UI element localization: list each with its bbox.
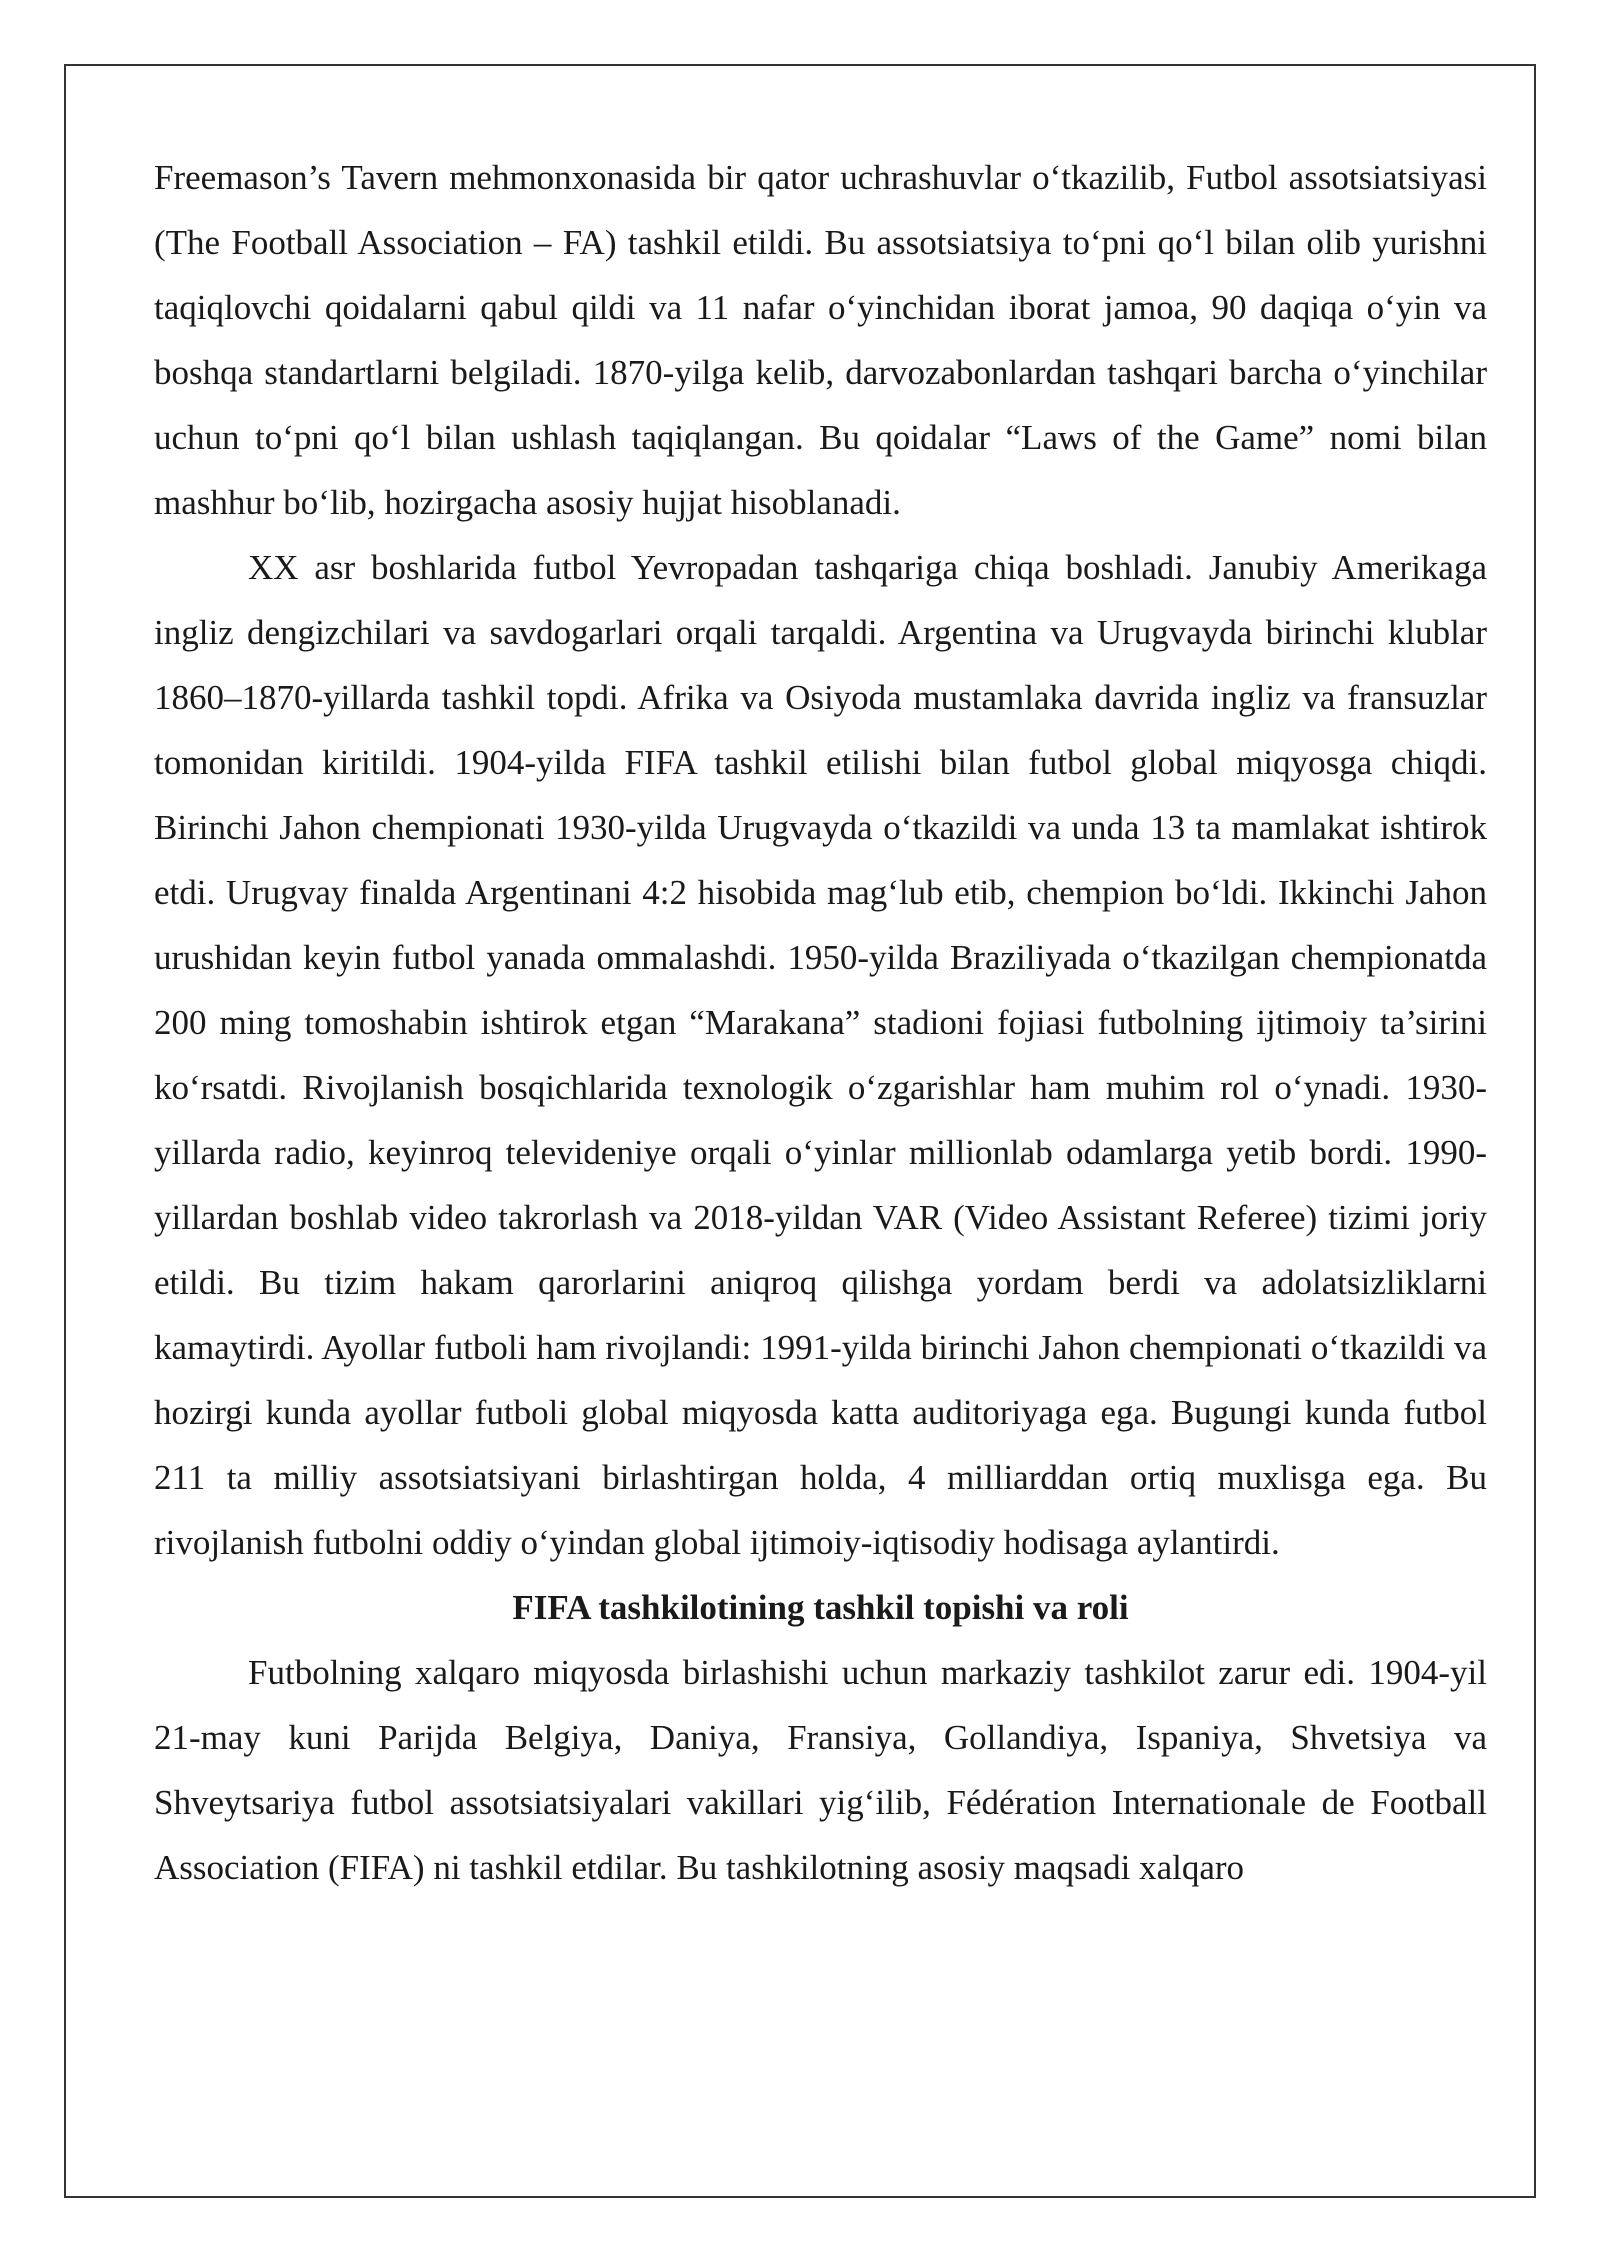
paragraph-fa-founding: Freemason’s Tavern mehmonxonasida bir qator uchrashuvlar oʻtkazilib, Futbol assotsiatsiyasi (The Football Association – FA) tashkil etildi. Bu assotsiatsiya toʻpni qoʻl bilan olib yurishni taqiqlovchi qoidalarni qabul qildi va 11 nafar oʻyinchidan iborat jamoa, 90 daqiqa oʻyin va boshqa standartlarni belgiladi. 1870-yilga kelib, darvozabonlardan tashqari barcha oʻyinchilar uchun toʻpni qoʻl bilan ushlash taqiqlangan. Bu qoidalar “Laws of the Game” nomi bilan mashhur boʻlib, hozirgacha asosiy hujjat hisoblanadi. xyxy=(154,158,1487,522)
document-body xyxy=(154,145,1487,1900)
paragraph-fifa-founding: Futbolning xalqaro miqyosda birlashishi uchun markaziy tashkilot zarur edi. 1904-yil 21-may kuni Parijda Belgiya, Daniya, Fransiya, Gollandiya, Ispaniya, Shvetsiya va Shveytsariya futbol assotsiatsiyalari vakillari yigʻilib, Fédération Internationale de Football Association (FIFA) ni tashkil etdilar. Bu tashkilotning asosiy maqsadi xalqaro xyxy=(154,1653,1487,1887)
section-heading: FIFA tashkilotining tashkil topishi va roli xyxy=(512,1588,1129,1627)
paragraph-global-spread: XX asr boshlarida futbol Yevropadan tashqariga chiqa boshladi. Janubiy Amerikaga ingliz dengizchilari va savdogarlari orqali tarqaldi. Argentina va Urugvayda birinchi klublar 1860–1870-yillarda tashkil topdi. Afrika va Osiyoda mustamlaka davrida ingliz va fransuzlar tomonidan kiritildi. 1904-yilda FIFA tashkil etilishi bilan futbol global miqyosga chiqdi. Birinchi Jahon chempionati 1930-yilda Urugvayda oʻtkazildi va unda 13 ta mamlakat ishtirok etdi. Urugvay finalda Argentinani 4:2 hisobida magʻlub etib, chempion boʻldi. Ikkinchi Jahon urushidan keyin futbol yanada ommalashdi. 1950-yilda Braziliyada oʻtkazilgan chempionatda 200 ming tomoshabin ishtirok etgan “Marakana” stadioni fojiasi futbolning ijtimoiy ta’sirini koʻrsatdi. Rivojlanish bosqichlarida texnologik oʻzgarishlar ham muhim rol oʻynadi. 1930-yillarda radio, keyinroq televideniye orqali oʻyinlar millionlab odamlarga yetib bordi. 1990-yillardan boshlab video takrorlash va 2018-yildan VAR (Video Assistant Referee) tizimi joriy etildi. Bu tizim hakam qarorlarini aniqroq qilishga yordam berdi va adolatsizliklarni kamaytirdi. Ayollar futboli ham rivojlandi: 1991-yilda birinchi Jahon chempionati oʻtkazildi va hozirgi kunda ayollar futboli global miqyosda katta auditoriyaga ega. Bugungi kunda futbol 211 ta milliy assotsiatsiyani birlashtirgan holda, 4 milliarddan ortiq muxlisga ega. Bu rivojlanish futbolni oddiy oʻyindan global ijtimoiy-iqtisodiy hodisaga aylantirdi. xyxy=(154,548,1487,1562)
